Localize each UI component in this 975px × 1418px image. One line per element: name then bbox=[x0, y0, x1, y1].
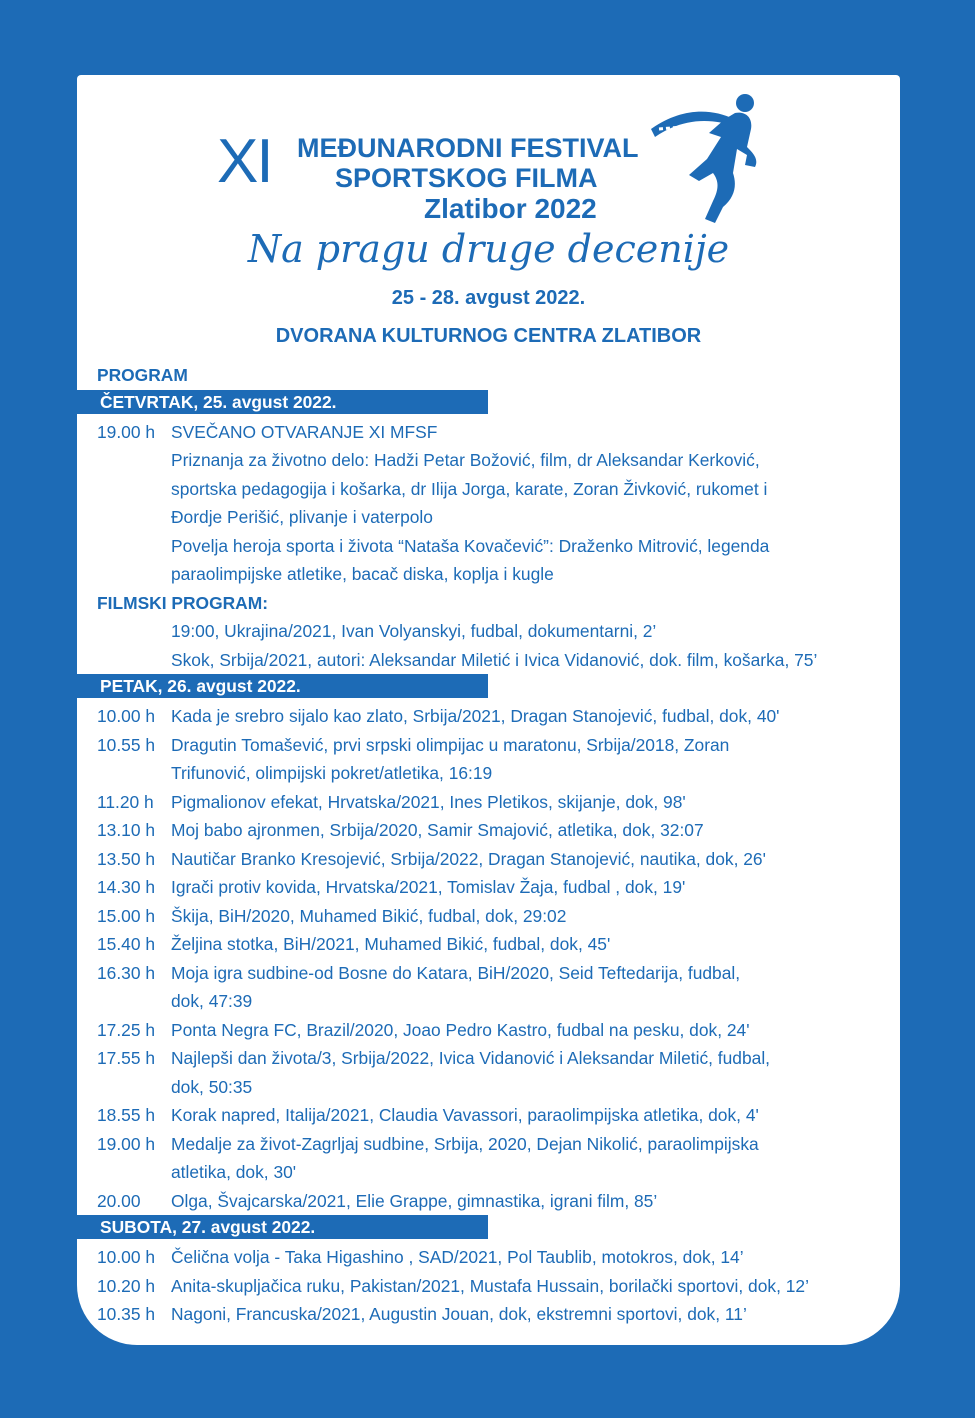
schedule-item bbox=[97, 930, 897, 959]
opening-detail-line: Povelja heroja sporta i života “Nataša Kovačević”: Draženko Mitrović, legenda bbox=[171, 535, 770, 556]
item-description: Medalje za život-Zagrljaj sudbine, Srbija, 2020, Dejan Nikolić, paraolimpijska bbox=[171, 1133, 759, 1154]
film-program-label: FILMSKI PROGRAM: bbox=[97, 592, 268, 613]
schedule-item bbox=[97, 1101, 897, 1130]
item-time: 17.25 h bbox=[97, 1019, 156, 1040]
schedule-item bbox=[97, 788, 897, 817]
item-time: 16.30 h bbox=[97, 962, 156, 983]
day-header-friday: PETAK, 26. avgust 2022. bbox=[77, 674, 488, 698]
item-description: atletika, dok, 30' bbox=[171, 1162, 297, 1182]
item-description: Pigmalionov efekat, Hrvatska/2021, Ines Pletikos, skijanje, dok, 98' bbox=[171, 791, 686, 812]
title-line-3: Zlatibor 2022 bbox=[424, 193, 597, 224]
schedule-item bbox=[97, 1044, 897, 1073]
item-time: 17.55 h bbox=[97, 1048, 156, 1068]
schedule-item bbox=[97, 816, 897, 845]
program-label: PROGRAM bbox=[97, 365, 188, 385]
program-schedule bbox=[97, 361, 897, 1329]
edition-roman-numeral: XI bbox=[217, 127, 272, 196]
item-time: 20.00 bbox=[97, 1190, 141, 1211]
item-time: 10.20 h bbox=[97, 1275, 156, 1296]
schedule-item bbox=[97, 1187, 897, 1216]
item-time: 11.20 h bbox=[97, 791, 154, 812]
schedule-item bbox=[97, 1016, 897, 1045]
schedule-item bbox=[97, 902, 897, 931]
festival-dates: 25 - 28. avgust 2022. bbox=[391, 287, 586, 309]
schedule-item bbox=[97, 731, 897, 760]
schedule-item bbox=[97, 845, 897, 874]
schedule-item bbox=[97, 1158, 897, 1187]
item-description: Olga, Švajcarska/2021, Elie Grappe, gimnastika, igrani film, 85’ bbox=[171, 1190, 658, 1211]
item-description: dok, 47:39 bbox=[171, 991, 253, 1011]
opening-detail-line: paraolimpijske atletike, bacač diska, koplja i kugle bbox=[171, 564, 554, 584]
title-line-2: SPORTSKOG FILMA bbox=[335, 163, 598, 193]
schedule-item bbox=[97, 1243, 897, 1272]
item-time: 10.55 h bbox=[97, 734, 156, 755]
item-time: 13.50 h bbox=[97, 848, 156, 869]
item-description: Željina stotka, BiH/2021, Muhamed Bikić, fudbal, dok, 45' bbox=[171, 934, 611, 954]
item-time: 19.00 h bbox=[97, 421, 156, 442]
day-header-thursday: ČETVRTAK, 25. avgust 2022. bbox=[77, 390, 488, 414]
item-description: Korak napred, Italija/2021, Claudia Vavassori, paraolimpijska atletika, dok, 4' bbox=[171, 1105, 759, 1125]
item-time: 19.00 h bbox=[97, 1133, 156, 1154]
item-time: 15.00 h bbox=[97, 905, 156, 926]
schedule-item bbox=[97, 987, 897, 1016]
item-description: Škija, BiH/2020, Muhamed Bikić, fudbal, dok, 29:02 bbox=[171, 905, 567, 926]
item-description: Trifunović, olimpijski pokret/atletika, 16:19 bbox=[171, 763, 493, 783]
item-description: Kada je srebro sijalo kao zlato, Srbija/2021, Dragan Stanojević, fudbal, dok, 40' bbox=[171, 706, 780, 726]
schedule-item bbox=[97, 418, 897, 447]
schedule-item bbox=[97, 1272, 897, 1301]
slogan: Na pragu druge decenije bbox=[247, 227, 730, 271]
schedule-item bbox=[97, 1130, 897, 1159]
item-time: 10.00 h bbox=[97, 1247, 156, 1267]
item-description: dok, 50:35 bbox=[171, 1076, 253, 1097]
item-description: Igrači protiv kovida, Hrvatska/2021, Tomislav Žaja, fudbal , dok, 19' bbox=[171, 877, 686, 897]
schedule-item bbox=[97, 759, 897, 788]
runner-logo-icon bbox=[649, 89, 769, 229]
schedule-item bbox=[97, 1300, 897, 1329]
item-time: 13.10 h bbox=[97, 820, 156, 840]
film-line: Skok, Srbija/2021, autori: Aleksandar Miletić i Ivica Vidanović, dok. film, košarka, 75’ bbox=[171, 649, 818, 670]
item-time bbox=[97, 1158, 171, 1187]
film-line: 19:00, Ukrajina/2021, Ivan Volyanskyi, fudbal, dokumentarni, 2’ bbox=[171, 621, 657, 641]
item-description: Čelična volja - Taka Higashino , SAD/2021, Pol Taublib, motokros, dok, 14’ bbox=[171, 1247, 744, 1267]
item-description: Nagoni, Francuska/2021, Augustin Jouan, dok, ekstremni sportovi, dok, 11’ bbox=[171, 1304, 747, 1324]
item-description: Najlepši dan života/3, Srbija/2022, Ivica Vidanović i Aleksandar Miletić, fudbal, bbox=[171, 1048, 771, 1068]
program-card bbox=[77, 75, 900, 1345]
title-line-1: MEĐUNARODNI FESTIVAL bbox=[297, 133, 639, 163]
day-header-saturday: SUBOTA, 27. avgust 2022. bbox=[77, 1215, 488, 1239]
schedule-item bbox=[97, 959, 897, 988]
item-description: Ponta Negra FC, Brazil/2020, Joao Pedro Kastro, fudbal na pesku, dok, 24' bbox=[171, 1019, 750, 1040]
opening-detail-line: Priznanja za životno delo: Hadži Petar Božović, film, dr Aleksandar Kerković, bbox=[171, 450, 760, 470]
item-description: Moj babo ajronmen, Srbija/2020, Samir Smajović, atletika, dok, 32:07 bbox=[171, 820, 704, 840]
venue: DVORANA KULTURNOG CENTRA ZLATIBOR bbox=[275, 325, 702, 347]
schedule-item bbox=[97, 702, 897, 731]
item-description: Moja igra sudbine-od Bosne do Katara, BiH/2020, Seid Teftedarija, fudbal, bbox=[171, 962, 741, 983]
item-description: Anita-skupljačica ruku, Pakistan/2021, Mustafa Hussain, borilački sportovi, dok, 12’ bbox=[171, 1275, 809, 1296]
schedule-item bbox=[97, 873, 897, 902]
item-time: 10.35 h bbox=[97, 1304, 156, 1324]
item-time bbox=[97, 1073, 171, 1102]
opening-detail-line: Đordje Perišić, plivanje i vaterpolo bbox=[171, 507, 433, 527]
item-time bbox=[97, 759, 171, 788]
item-time bbox=[97, 987, 171, 1016]
item-description: Dragutin Tomašević, prvi srpski olimpijac u maratonu, Srbija/2018, Zoran bbox=[171, 734, 730, 755]
item-time: 14.30 h bbox=[97, 877, 156, 897]
item-description: Nautičar Branko Kresojević, Srbija/2022, Dragan Stanojević, nautika, dok, 26' bbox=[171, 848, 766, 869]
item-title: SVEČANO OTVARANJE XI MFSF bbox=[171, 421, 438, 442]
opening-detail-line: sportska pedagogija i košarka, dr Ilija Jorga, karate, Zoran Živković, rukomet i bbox=[171, 478, 768, 499]
item-time: 15.40 h bbox=[97, 934, 156, 954]
item-time: 10.00 h bbox=[97, 706, 156, 726]
schedule-item bbox=[97, 1073, 897, 1102]
item-time: 18.55 h bbox=[97, 1105, 156, 1125]
